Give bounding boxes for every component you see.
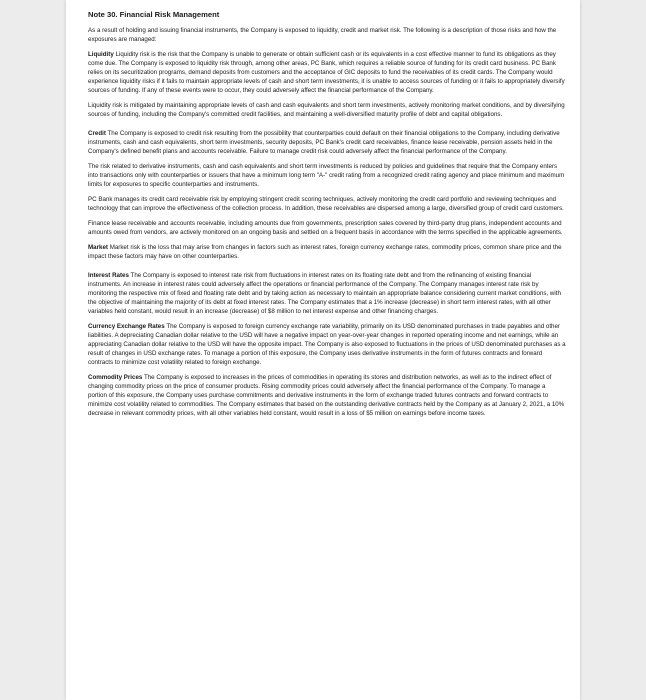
market-heading: Market	[88, 244, 108, 251]
liquidity-paragraph	[88, 50, 566, 95]
note-title: Note 30. Financial Risk Management	[88, 10, 220, 19]
commodity-text: The Company is exposed to increases in the prices of commodities in operating its stores and distribution networks, as well as to the indirect effect of changing commodity prices on the price of consumer products. Rising commodity prices could adversely affect the financial performance of the Company. To manage a portion of this exposure, the Company uses purchase commitments and derivative instruments in the form of exchange traded futures contracts and forward contracts to minimize cost volatility related to commodities. The Company estimates that based on the outstanding derivative contracts held by the Company as at January 2, 2021, a 10% decrease in relevant commodity prices, with all other variables held constant, would result in a loss of $5 million on earnings before income taxes.	[88, 374, 565, 417]
market-paragraph	[88, 243, 566, 261]
interest-text: The Company is exposed to interest rate risk from fluctuations in interest rates on its floating rate debt and from the refinancing of existing financial instruments. An increase in interest rates could adversely affect the operations or financial performance of the Company. The Company manages interest rate risk by monitoring the respective mix of fixed and floating rate debt and by taking action as necessary to maintain an appropriate balance considering current market conditions, with the objective of maintaining the majority of its debt at fixed interest rates. The Company estimates that a 1% increase (decrease) in short term interest rates, with all other variables held constant, would result in an increase (decrease) of $8 million to net interest expense and other financing charges.	[88, 272, 561, 315]
document-page	[66, 0, 580, 700]
liquidity-mitigation-paragraph: Liquidity risk is mitigated by maintaining appropriate levels of cash and cash equivalents and short term investments, actively monitoring market conditions, and by diversifying sources of funding, including the Company's committed credit facilities, and maintaining a well-diversified maturity profile of debt and capital obligations.	[88, 102, 565, 118]
commodity-heading: Commodity Prices	[88, 374, 143, 381]
market-text: Market risk is the loss that may arise from changes in factors such as interest rates, foreign currency exchange rates, commodity prices, common share price and the impact these factors may have on other counterparties.	[88, 244, 562, 260]
credit-receivables-paragraph: Finance lease receivable and accounts receivable, including amounts due from governments, prescription sales covered by third-party drug plans, independent accounts and amounts owed from vendors, are actively monitored on an ongoing basis and settled on a frequent basis in accordance with the terms specified in the applicable agreements.	[88, 220, 563, 236]
credit-pc-bank-paragraph: PC Bank manages its credit card receivable risk by employing stringent credit scoring techniques, actively monitoring the credit card portfolio and reviewing techniques and technology that can improve the effectiveness of the collection process. In addition, these receivables are dispersed among a large, diversified group of credit card customers.	[88, 196, 564, 212]
credit-paragraph	[88, 129, 566, 156]
credit-text: The Company is exposed to credit risk resulting from the possibility that counterparties could default on their financial obligations to the Company, including derivative instruments, cash and cash equivalents, short term investments, security deposits, PC Bank's credit card receivables, finance lease receivable, pension assets held in the Company's defined benefit plans and accounts receivable. Failure to manage credit risk could adversely affect the financial performance of the Company.	[88, 130, 560, 155]
currency-heading: Currency Exchange Rates	[88, 323, 165, 330]
intro-paragraph: As a result of holding and issuing financial instruments, the Company is exposed to liquidity, credit and market risk. The following is a description of those risks and how the exposures are managed:	[88, 27, 557, 43]
currency-text: The Company is exposed to foreign currency exchange rate variability, primarily on its USD denominated purchases in trade payables and other liabilities. A depreciating Canadian dollar relative to the USD will have a negative impact on year-over-year changes in reported operating income and net earnings, while an appreciating Canadian dollar relative to the USD will have the opposite impact. The Company is also exposed to fluctuations in the prices of USD denominated purchases as a result of changes in USD exchange rates. To manage a portion of this exposure, the Company uses derivative instruments in the form of futures contracts and forward contracts to minimize cost volatility related to foreign exchange.	[88, 323, 566, 366]
credit-heading: Credit	[88, 130, 106, 137]
interest-paragraph	[88, 271, 566, 316]
credit-derivatives-paragraph: The risk related to derivative instruments, cash and cash equivalents and short term investments is reduced by policies and guidelines that require that the Company enters into transactions only with counterparties or issuers that have a minimum long term "A-" credit rating from a recognized credit rating agency and place minimum and maximum limits for exposures to specific counterparties and instruments.	[88, 163, 565, 188]
currency-paragraph	[88, 322, 566, 367]
liquidity-heading: Liquidity	[88, 51, 114, 58]
liquidity-text: Liquidity risk is the risk that the Company is unable to generate or obtain sufficient cash or its equivalents in a cost effective manner to fund its obligations as they come due. The Company is exposed to liquidity risk through, among other areas, PC Bank, which requires a reliable source of funding for its credit card business. PC Bank relies on its securitization programs, demand deposits from customers and the acceptance of GIC deposits to fund the receivables of its credit cards. The Company would experience liquidity risks if it fails to maintain appropriate levels of cash and short term investments, it is unable to access sources of funding or it fails to appropriately diversify sources of funding. If any of these events were to occur, they could adversely affect the financial performance of the Company.	[88, 51, 565, 94]
interest-heading: Interest Rates	[88, 272, 129, 279]
commodity-paragraph	[88, 373, 566, 418]
